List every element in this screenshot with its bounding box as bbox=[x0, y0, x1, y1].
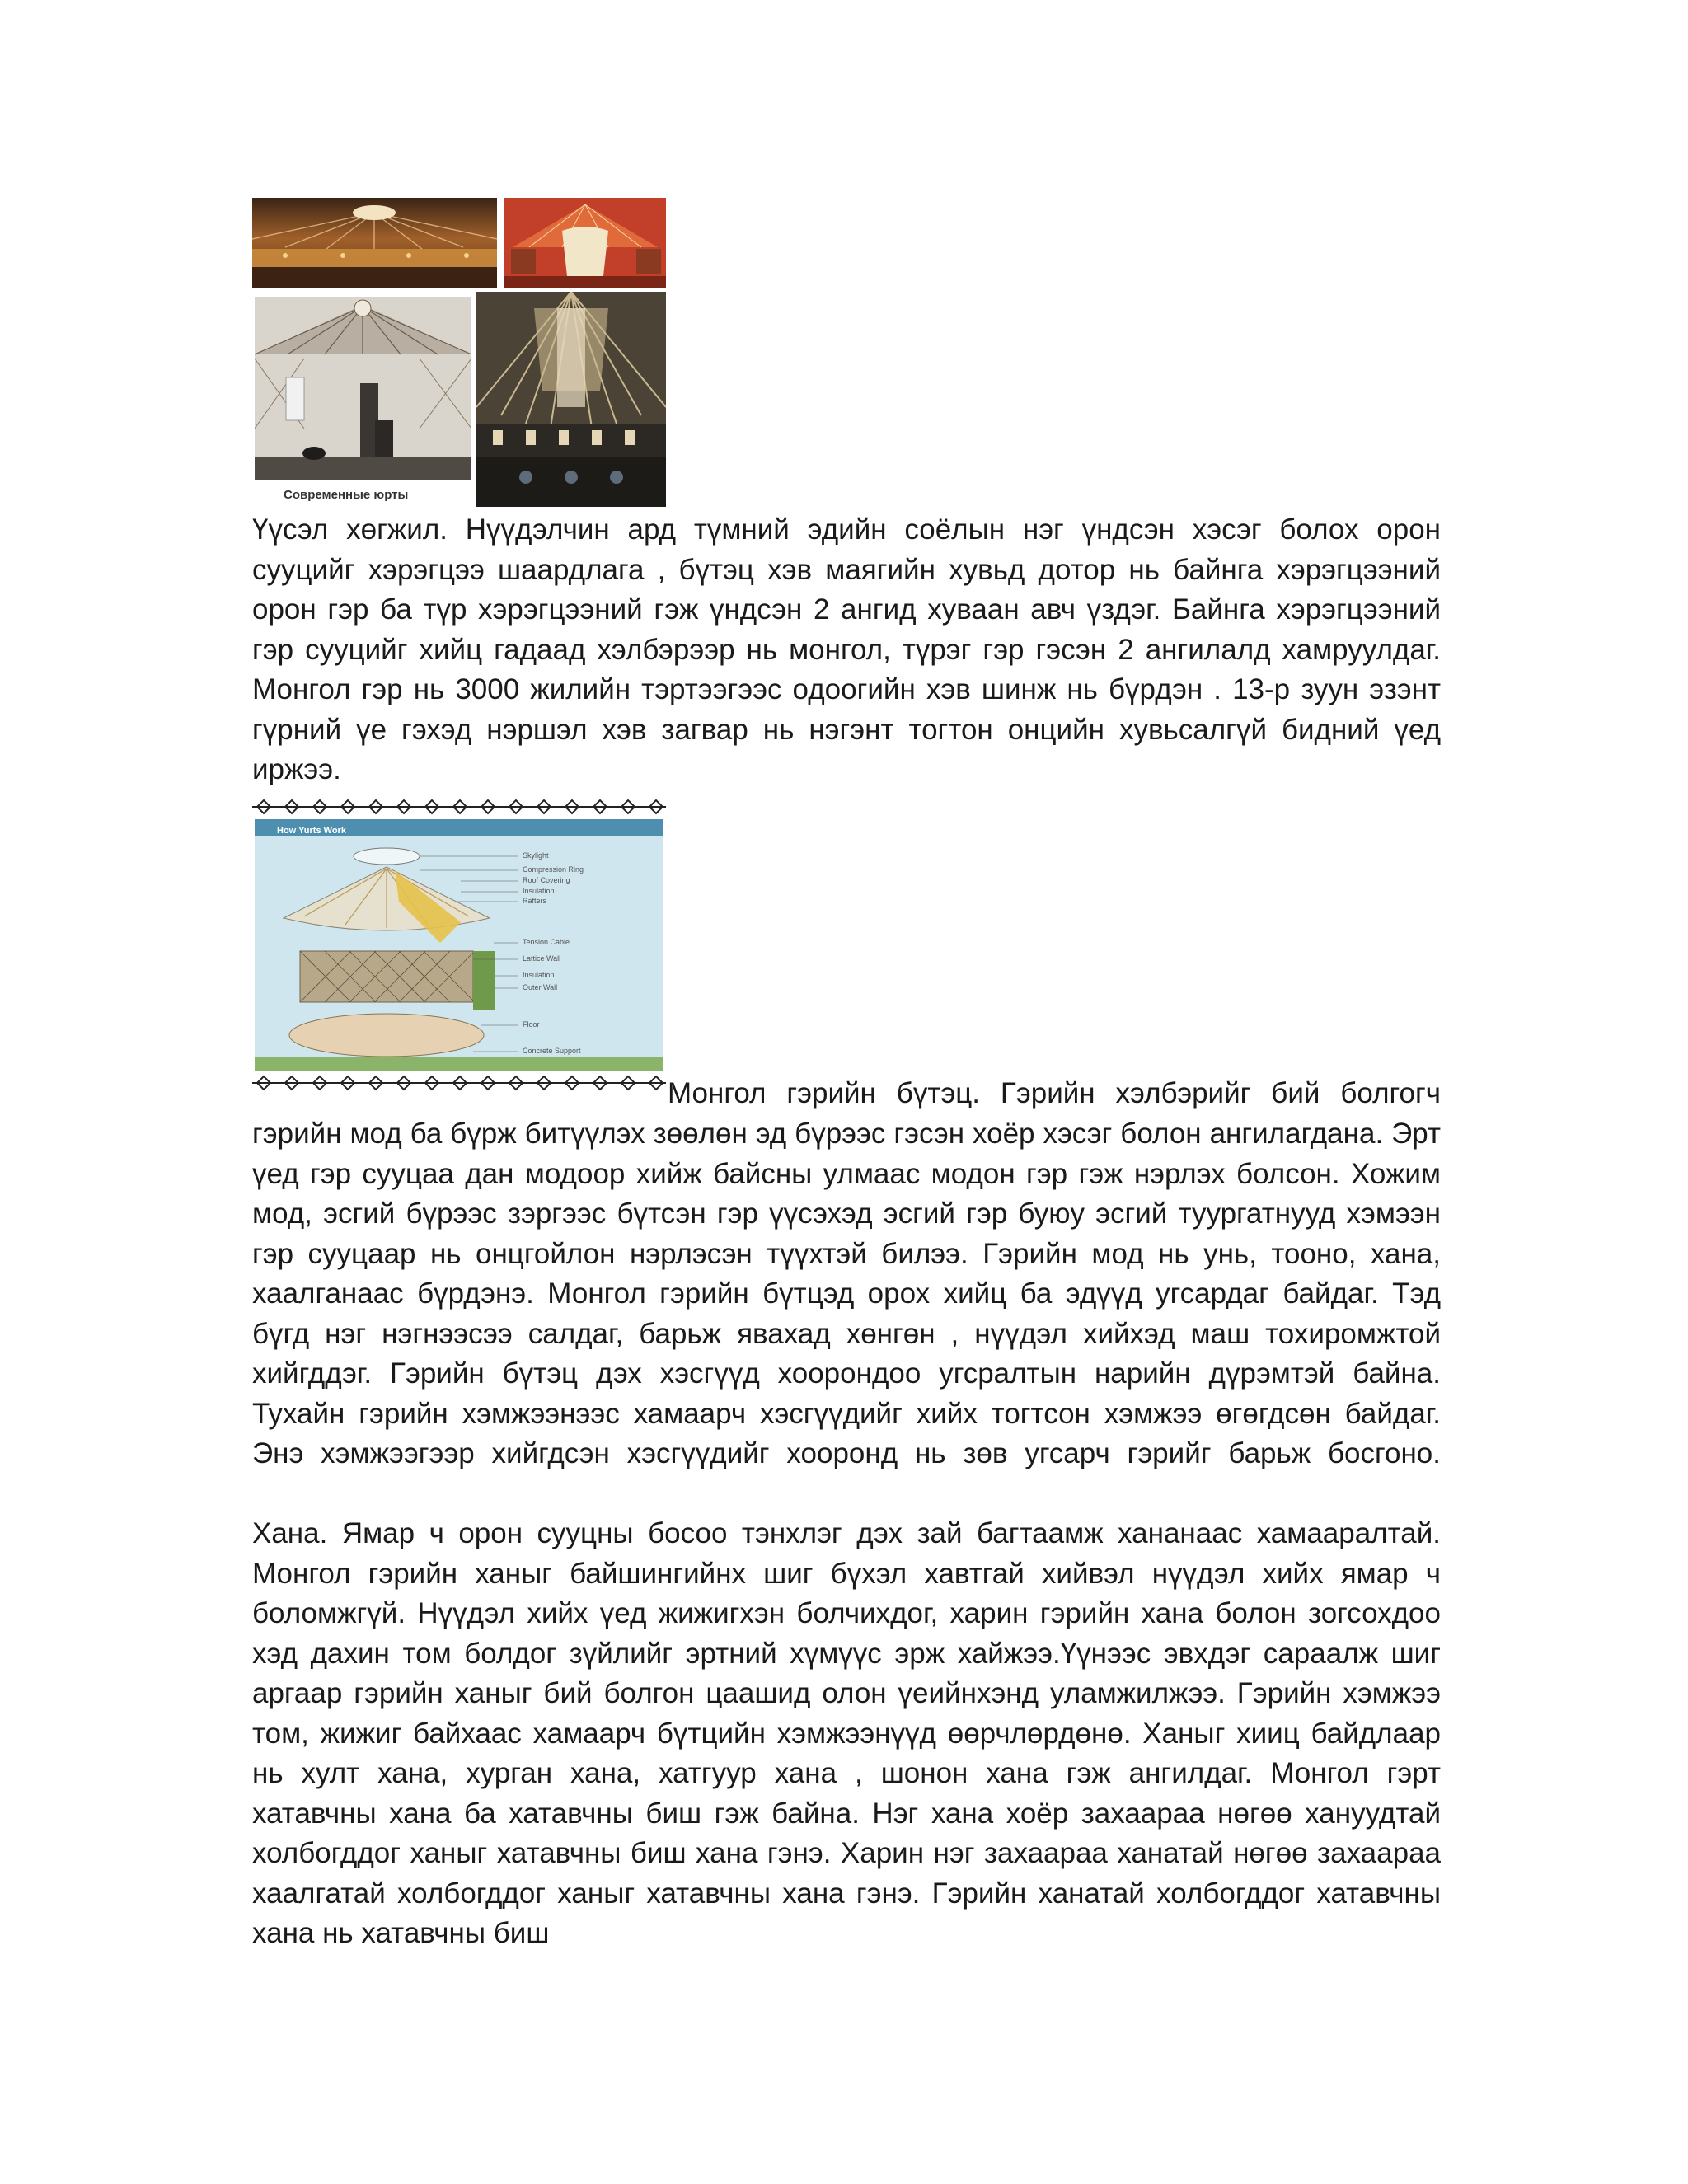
diagram-label-rafters: Rafters bbox=[523, 897, 547, 905]
collage-caption: Современные юрты bbox=[284, 488, 409, 502]
paragraph-structure-heading-line: Монгол гэрийн бүтэц. Гэрийн хэлбэрийг бий болгогч bbox=[668, 1077, 1441, 1109]
paragraph-structure: гэрийн мод ба бүрж битүүлэх зөөлөн эд бүрээс гэсэн хоёр хэсэг болон ангилагдана. Эрт үед гэр сууцаа дан модоор хийж байсны улмаас модон гэр гэж нэрлэх болсон. Хожим мод, эсгий бүрээс зэргээс бүтсэн гэр үүсэхэд эсгий гэр буюу эсгий туургатнууд хэмээн гэр сууцаар нь онцгойлон нэрлэсэн түүхтэй билээ. Гэрийн мод нь унь, тооно, хана, хаалганаас бүрдэнэ. Монгол гэрийн бүтцэд орох хийц ба эдүүд угсардаг байдаг. Тэд бүгд нэг нэгнээсээ салдаг, барьж явахад хөнгөн , нүүдэл хийхэд маш тохиромжтой хийгддэг. Гэрийн бүтэц дэх хэсгүүд хоорондоо угсралтын нарийн дүрэмтэй байна. Тухайн гэрийн хэмжээнээс хамаарч хэсгүүдийг хийх тогтсон хэмжээ өгөгдсөн байдаг. Энэ хэмжээгээр хийгдсэн хэсгүүдийг хооронд нь зөв угсарч гэрийг барьж босгоно. bbox=[252, 1118, 1441, 1469]
yurt-collage-figure bbox=[252, 198, 666, 507]
yurt-interior-photo-2 bbox=[504, 198, 666, 288]
diagram-label-lattice-wall: Lattice Wall bbox=[523, 954, 561, 963]
diagram-label-insulation-wall: Insulation bbox=[523, 971, 555, 979]
diagram-label-concrete-support: Concrete Support bbox=[523, 1047, 581, 1055]
yurt-structure-diagram bbox=[252, 796, 666, 1099]
diagram-label-floor: Floor bbox=[523, 1020, 540, 1029]
diagram-label-tension-cable: Tension Cable bbox=[523, 938, 570, 946]
diagram-label-compression-ring: Compression Ring bbox=[523, 865, 584, 874]
diagram-label-insulation-roof: Insulation bbox=[523, 887, 555, 895]
ornament-border-bottom bbox=[252, 1072, 666, 1094]
yurt-interior-photo-3 bbox=[255, 297, 471, 480]
paragraph-origin: Үүсэл хөгжил. Нүүдэлчин ард түмний эдийн соёлын нэг үндсэн хэсэг болох орон сууцийг хэрэгцээ шаардлага , бүтэц хэв маягийн хувьд дотор нь байнга хэрэгцээний орон гэр ба түр хэрэгцээний гэж үндсэн 2 ангид хуваан авч үздэг. Байнга хэрэгцээний гэр сууцийг хийц гадаад хэлбэрээр нь монгол, түрэг гэр гэсэн 2 ангилалд хамруулдаг. Монгол гэр нь 3000 жилийн тэртээгээс одоогийн хэв шинж нь бүрдэн . 13-р зуун эзэнт гүрний үе гэхэд нэршэл хэв загвар нь нэгэнт тогтон онцийн хувьсалгүй бидний үед иржээ. bbox=[252, 513, 1441, 785]
yurt-interior-photo-1 bbox=[252, 198, 497, 288]
yurt-interior-photo-4 bbox=[476, 292, 666, 507]
yurt-cutaway-illustration bbox=[255, 819, 663, 1071]
ornament-border-top bbox=[252, 796, 666, 818]
diagram-label-skylight: Skylight bbox=[523, 851, 549, 860]
paragraph-khana: Хана. Ямар ч орон сууцны босоо тэнхлэг дэх зай багтаамж хананаас хамааралтай. Монгол гэрийн ханыг байшингийнх шиг бүхэл хавтгай хийвэл нүүдэл хийх ямар ч боломжгүй. Нүүдэл хийх үед жижигхэн болчихдог, харин гэрийн хана болон зогсохдоо хэд дахин том болдог зүйлийг эртний хүмүүс эрж хайжээ.Үүнээс эвхдэг сараалж шиг аргаар гэрийн ханыг бий болгон цаашид олон үеийнхэнд уламжилжээ. Гэрийн хэмжээ том, жижиг байхаас хамаарч бүтцийн хэмжээнүүд өөрчлөрдөнө. Ханыг хииц байдлаар нь хулт хана, хурган хана, хатгуур хана , шонон хана гэж ангилдаг. Монгол гэрт хатавчны хана ба хатавчны биш гэж байна. Нэг хана хоёр захаараа нөгөө хануудтай холбогддог ханыг хатавчны биш хана гэнэ. Харин нэг захаараа ханатай нөгөө захаараа хаалгатай холбогддог ханыг хатавчны хана гэнэ. Гэрийн ханатай холбогддог хатавчны хана нь хатавчны биш bbox=[252, 1517, 1441, 1949]
diagram-label-roof-covering: Roof Covering bbox=[523, 876, 570, 884]
diagram-label-outer-wall: Outer Wall bbox=[523, 983, 558, 991]
diagram-title: How Yurts Work bbox=[277, 826, 346, 836]
